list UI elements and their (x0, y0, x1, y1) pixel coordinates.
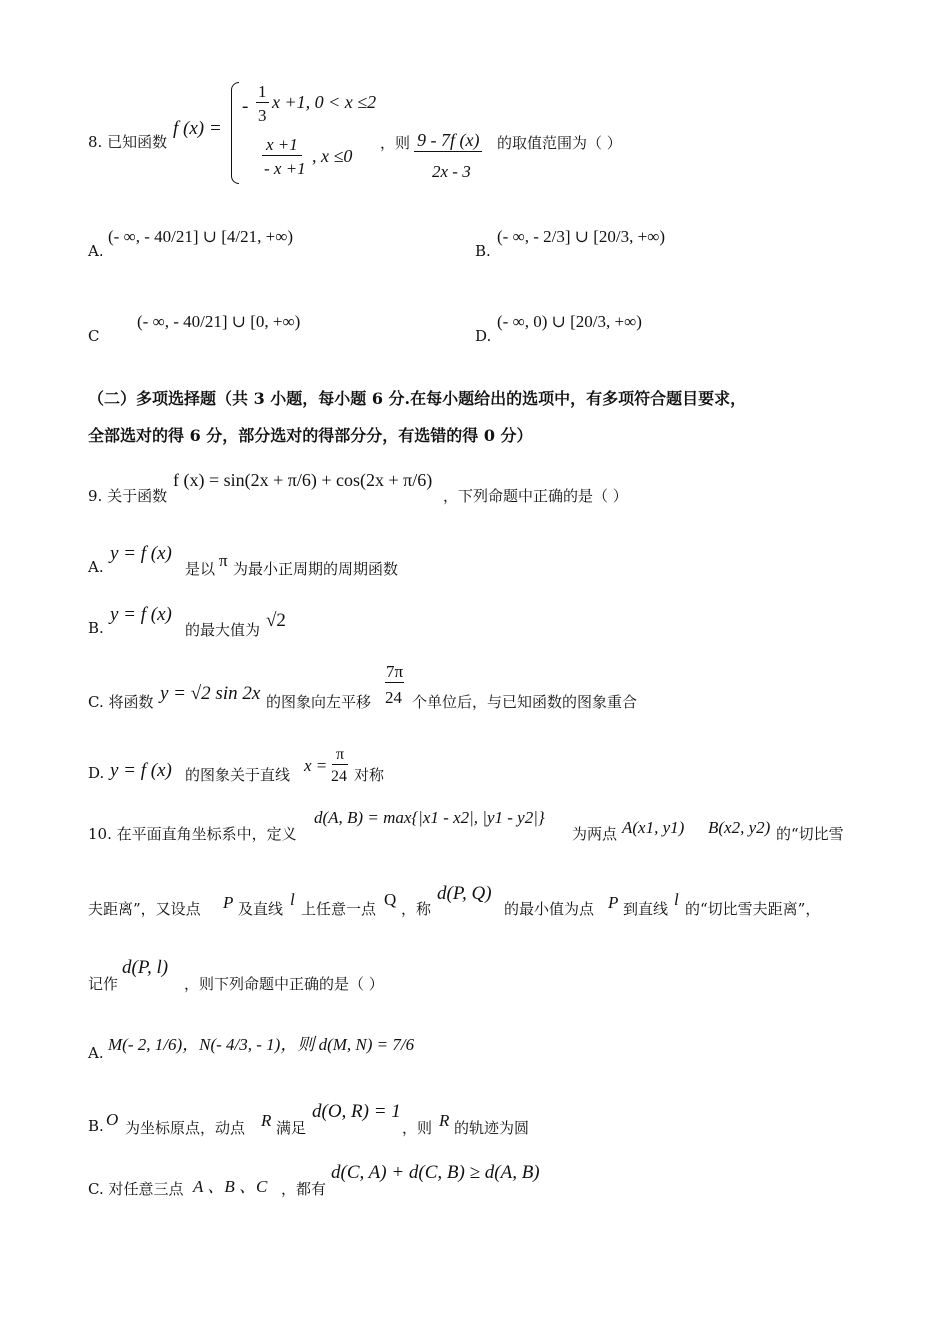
q10-line3a: 记作 (88, 975, 119, 993)
q10-line2a: 夫距离”，又设点 (88, 900, 201, 918)
q9-optC-label: C. 将函数 (88, 693, 154, 711)
q10-optC-math: d(C, A) + d(C, B) ≥ d(A, B) (331, 1162, 540, 1183)
q9-optA-text2: 为最小正周期的周期函数 (233, 560, 399, 578)
q8-piece1-rest: x +1, 0 < x ≤2 (272, 92, 377, 112)
q8-optD-label: D. (475, 327, 492, 345)
q8-piece1-den: 3 (258, 106, 267, 125)
q10-line2g: 的“切比雪夫距离”， (685, 900, 821, 918)
q10-optB-text2: 满足 (276, 1119, 307, 1137)
q8-optB-math: (- ∞, - 2/3] ∪ [20/3, +∞) (497, 227, 665, 246)
q10-optA-label: A. (88, 1044, 104, 1062)
q8-piecewise-brace (231, 82, 239, 184)
q9-optA-pi: π (219, 551, 228, 570)
q10-optB-text4: 的轨迹为圆 (454, 1119, 530, 1137)
q9-optD-num: π (332, 746, 348, 765)
q10-optB-R: R (261, 1111, 272, 1130)
q8-expr-den: 2x - 3 (432, 162, 471, 181)
q9-optA-math: y = f (x) (110, 543, 172, 564)
q8-minus: - (242, 96, 249, 117)
q10-optC-label: C. 对任意三点 (88, 1180, 184, 1198)
q10-line2f: 到直线 (623, 900, 669, 918)
q10-line3b: ，则下列命题中正确的是（ ） (184, 975, 384, 993)
q9-optB-label: B. (88, 619, 104, 637)
q8-piece1-num: 1 (258, 82, 267, 101)
q10-text1: 为两点 (572, 825, 618, 843)
q9-optC-den: 24 (385, 688, 402, 707)
q9-optB-value: √2 (266, 610, 286, 631)
q9-optD-text2: 对称 (354, 766, 385, 784)
q10-text2: 的“切比雪 (776, 825, 844, 843)
q10-pointB: B(x2, y2) (708, 818, 771, 837)
q8-optA-math: (- ∞, - 40/21] ∪ [4/21, +∞) (108, 227, 293, 246)
q9-optA-label: A. (88, 558, 104, 576)
q9-optD-label: D. (88, 764, 105, 782)
q9-optC-math: y = √2 sin 2x (160, 683, 261, 704)
q8-optC-math: (- ∞, - 40/21] ∪ [0, +∞) (137, 312, 301, 331)
q9-optB-math: y = f (x) (110, 604, 172, 625)
q10-optC-points: A 、B 、C (193, 1177, 268, 1196)
q8-piece2-num: x +1 (262, 135, 302, 156)
q10-optB-text3: ，则 (402, 1119, 433, 1137)
q8-optD-math: (- ∞, 0) ∪ [20/3, +∞) (497, 312, 642, 331)
q10-dPQ: d(P, Q) (437, 883, 492, 904)
q8-piece2-rest: , x ≤0 (312, 146, 353, 166)
q10-dPl: d(P, l) (122, 957, 169, 978)
q9-formula: f (x) = sin(2x + π/6) + cos(2x + π/6) (173, 470, 433, 490)
q10-line2e: 的最小值为点 (504, 900, 595, 918)
q10-line2c: 上任意一点 (301, 900, 377, 918)
q10-line2d: ，称 (401, 900, 432, 918)
q9-optD-text: 的图象关于直线 (185, 766, 291, 784)
q10-optB-math: d(O, R) = 1 (312, 1101, 401, 1122)
q9-optD-den: 24 (331, 768, 347, 785)
q10-optA-math: M(- 2, 1/6)，N(- 4/3, - 1)，则 d(M, N) = 7/6 (108, 1035, 415, 1054)
q10-optC-text: ，都有 (281, 1180, 327, 1198)
q10-definition: d(A, B) = max{|x1 - x2|, |y1 - y2|} (314, 808, 545, 827)
q10-P: P (223, 893, 234, 912)
q8-optC-label: C (88, 327, 100, 345)
q9-optC-text2: 个单位后，与已知函数的图象重合 (412, 693, 638, 711)
section2-heading-line1: （二）多项选择题（共 3 小题，每小题 6 分.在每小题给出的选项中，有多项符合题目要求， (88, 389, 747, 408)
q8-expr-num: 9 - 7f (x) (414, 130, 482, 152)
q10-l2: l (674, 890, 679, 909)
q10-optB-label: B. (88, 1117, 104, 1135)
q10-optB-text: 为坐标原点，动点 (125, 1119, 246, 1137)
q9-tail: ，下列命题中正确的是（ ） (443, 487, 628, 505)
q8-optB-label: B. (475, 242, 491, 260)
q8-optA-label: A. (88, 242, 104, 260)
q10-l: l (290, 890, 295, 909)
q10-Q: Q (384, 890, 397, 909)
q9-optD-x: x = (304, 756, 328, 775)
q8-fx: f (x) = (173, 118, 222, 139)
q8-piece2-den: - x +1 (264, 159, 306, 178)
q8-tail: 的取值范围为（ ） (497, 134, 622, 152)
q10-optB-R2: R (439, 1111, 450, 1130)
q10-optB-O: O (106, 1110, 119, 1129)
q8-then: ，则 (380, 134, 411, 152)
q9-optB-text: 的最大值为 (185, 621, 261, 639)
q10-pointA: A(x1, y1) (622, 818, 685, 837)
q9-optA-text: 是以 (185, 560, 216, 578)
q9-optD-math: y = f (x) (110, 760, 172, 781)
q10-P2: P (608, 893, 619, 912)
q9-optC-num: 7π (386, 662, 404, 681)
section2-heading-line2: 全部选对的得 6 分，部分选对的得部分分，有选错的得 0 分） (88, 426, 533, 445)
q10-number: 10. 在平面直角坐标系中，定义 (88, 825, 297, 843)
q9-number: 9. 关于函数 (88, 487, 168, 505)
q8-number: 8. 已知函数 (88, 133, 168, 151)
q10-line2b: 及直线 (238, 900, 284, 918)
q9-optC-text: 的图象向左平移 (266, 693, 372, 711)
